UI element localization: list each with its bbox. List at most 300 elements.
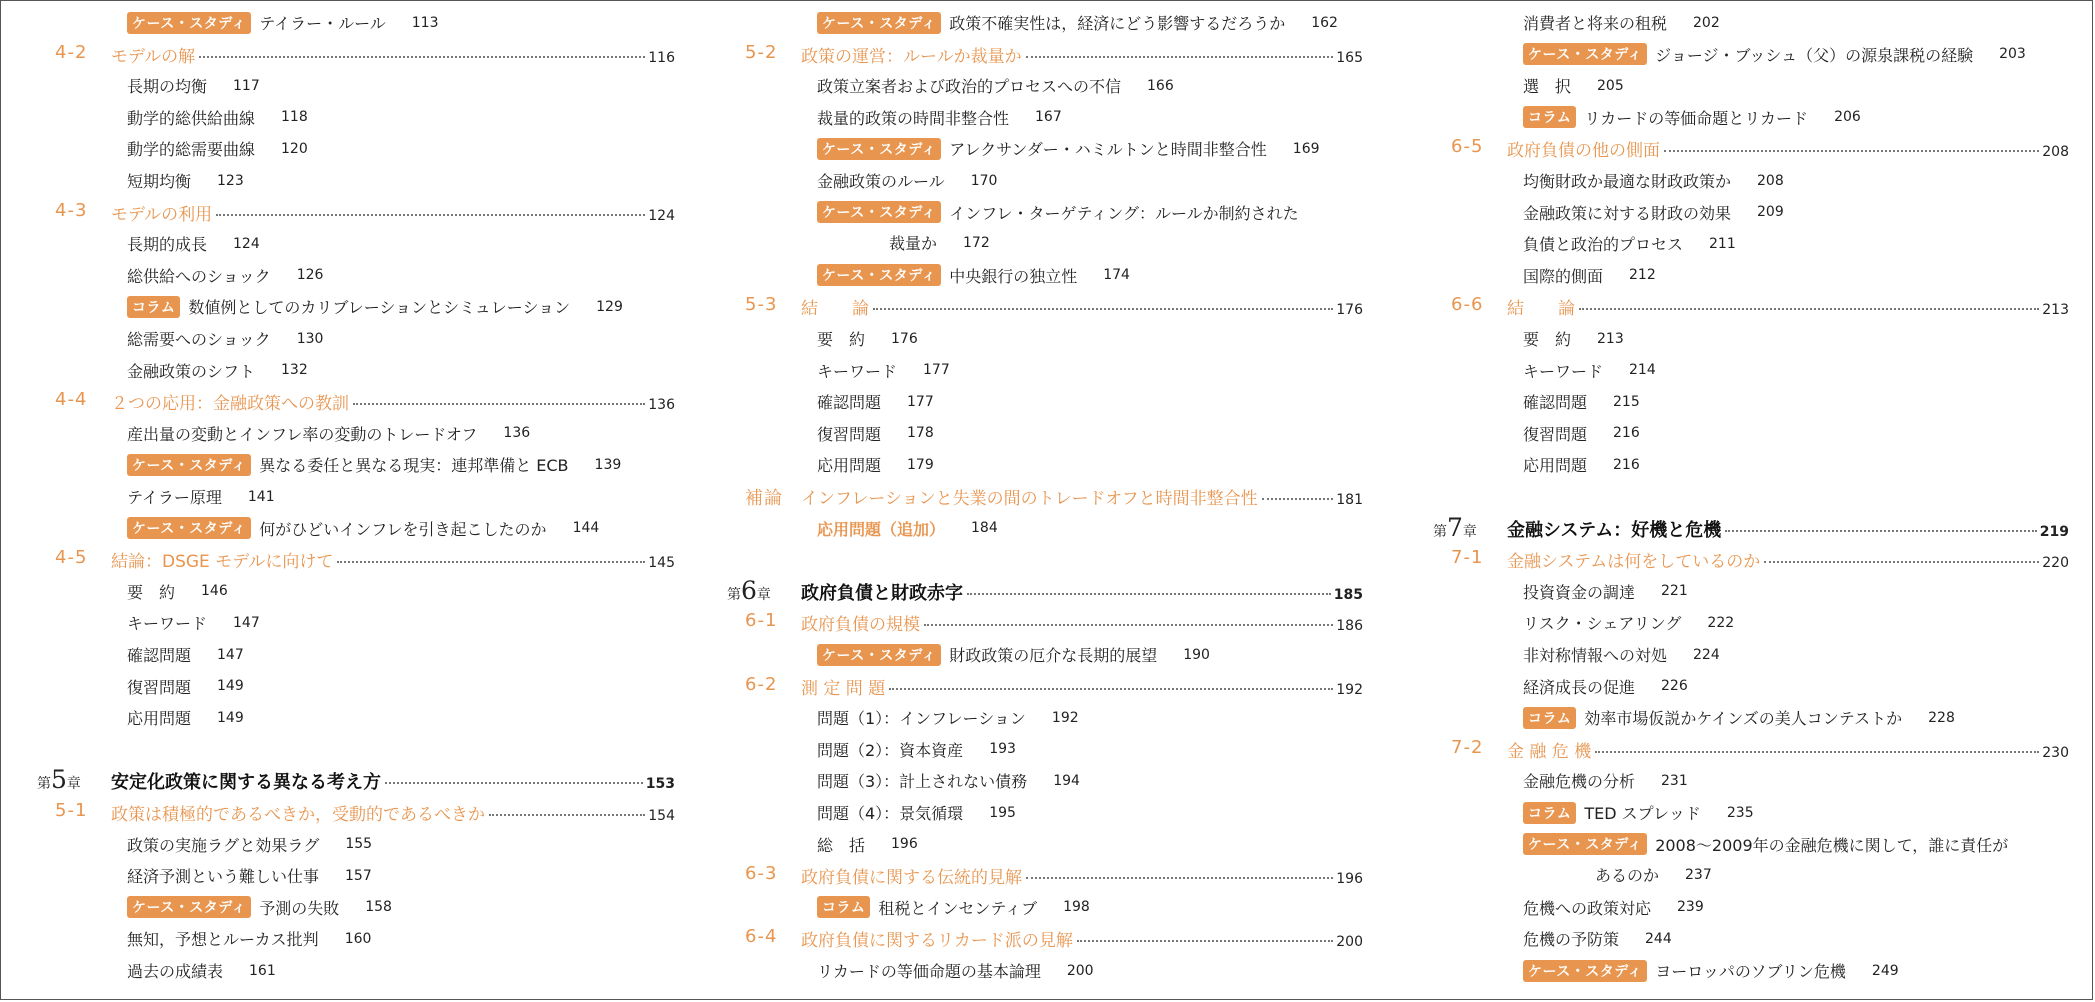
item-title: キーワード (817, 361, 898, 381)
item-title: 要 約 (127, 582, 176, 602)
page-number: 120 (281, 140, 308, 157)
page-number: 178 (907, 425, 934, 442)
chapter-title: 金融システム：好機と危機 (1507, 519, 1722, 541)
toc-section[interactable] (55, 197, 675, 227)
toc-item[interactable] (745, 765, 1363, 795)
toc-section[interactable] (745, 607, 1363, 637)
chapter-number: 6 (741, 575, 757, 605)
toc-item[interactable] (55, 70, 675, 100)
section-number: 5-3 (745, 294, 778, 316)
item-title: 何がひどいインフレを引き起こしたのか (259, 519, 547, 539)
page-number: 177 (907, 393, 934, 410)
item-title: 租税とインセンティブ (878, 898, 1038, 918)
toc-item[interactable] (745, 797, 1363, 827)
toc-item[interactable] (1451, 197, 2069, 227)
dot-leader (199, 56, 645, 58)
page-number: 205 (1597, 77, 1624, 94)
item-line (127, 169, 244, 192)
toc-section[interactable] (745, 923, 1363, 953)
toc-item[interactable] (55, 102, 675, 132)
toc-item[interactable] (745, 70, 1363, 100)
page-number: 192 (1051, 709, 1079, 726)
toc-item[interactable] (55, 576, 675, 606)
column-badge: コラム (127, 296, 180, 318)
item-title: 選 択 (1523, 77, 1572, 97)
item-title: 負債と政治的プロセス (1523, 235, 1684, 255)
item-line (1523, 422, 1640, 445)
section-title: 結論：DSGE モデルに向けて (111, 552, 334, 573)
item-line (127, 675, 244, 698)
item-title: 総供給へのショック (127, 266, 271, 286)
toc-item[interactable] (55, 418, 675, 448)
item-line (817, 327, 918, 350)
item-line (127, 327, 323, 350)
case-study-badge: ケース・スタディ (817, 264, 941, 286)
page-number: 179 (907, 456, 934, 473)
chapter-title-line (1507, 516, 2069, 542)
toc-item[interactable] (745, 102, 1363, 132)
page-number: 208 (1757, 172, 1784, 189)
toc-item[interactable] (55, 481, 675, 511)
toc-item[interactable] (55, 860, 675, 890)
toc-item[interactable] (55, 607, 675, 637)
toc-section[interactable] (55, 544, 675, 574)
toc-item[interactable] (55, 7, 675, 37)
page-number: 160 (344, 930, 372, 947)
toc-item[interactable] (1451, 797, 2069, 827)
item-title: 復習問題 (817, 424, 882, 444)
item-line (127, 359, 308, 382)
item-line (817, 769, 1080, 792)
page-number: 235 (1726, 804, 1754, 821)
section-number: 6-1 (745, 610, 778, 632)
item-line (1523, 769, 1688, 792)
page-number: 216 (1613, 456, 1640, 473)
page-number: 136 (503, 425, 531, 442)
toc-item[interactable] (1451, 923, 2069, 953)
page-number: 206 (1834, 109, 1861, 126)
toc-item[interactable] (745, 892, 1363, 922)
item-line (817, 390, 934, 413)
toc-item[interactable] (745, 449, 1363, 479)
toc-item[interactable] (1451, 765, 2069, 795)
page-number: 185 (1333, 586, 1363, 603)
dot-leader (1262, 498, 1334, 500)
section-title: 政策の運営：ルールか裁量か (801, 46, 1022, 67)
item-title: 応用問題 (127, 709, 192, 729)
page-number: 213 (1597, 330, 1624, 347)
toc-chapter[interactable] (727, 575, 1363, 606)
item-title: 均衡財政か最適な財政政策か (1523, 172, 1732, 191)
chapter-prefix: 第 (37, 776, 51, 793)
item-line (817, 359, 950, 382)
toc-item[interactable] (55, 892, 675, 922)
item-line (127, 106, 308, 129)
item-line (127, 11, 438, 34)
page-number: 157 (345, 867, 372, 884)
item-line (127, 927, 371, 950)
page-number: 155 (345, 836, 373, 853)
toc-item[interactable] (1451, 576, 2069, 606)
section-number: 7-2 (1451, 736, 1484, 758)
item-title: 総 括 (817, 835, 866, 855)
item-title: 政策不確実性は，経済にどう影響するだろうか (949, 14, 1286, 33)
item-line (127, 232, 260, 255)
case-study-badge: ケース・スタディ (127, 517, 251, 539)
column-badge: コラム (1523, 802, 1576, 824)
page-number: 219 (2039, 523, 2069, 540)
page-number: 130 (296, 330, 324, 347)
item-line (1523, 643, 1720, 666)
item-line (1523, 706, 1955, 729)
dot-leader (873, 308, 1333, 310)
toc-row (55, 734, 675, 764)
dot-leader (489, 814, 645, 816)
toc-item[interactable] (1451, 607, 2069, 637)
page-number: 244 (1645, 930, 1672, 947)
toc-item[interactable] (55, 323, 675, 353)
toc-item[interactable] (1451, 7, 2069, 37)
toc-item[interactable] (1451, 892, 2069, 922)
item-title: 動学的総供給曲線 (127, 108, 256, 128)
dot-leader (1077, 940, 1333, 942)
toc-item[interactable] (1451, 449, 2069, 479)
toc-item[interactable] (745, 133, 1363, 163)
item-title: 政策の実施ラグと効果ラグ (127, 835, 320, 855)
page-number: 186 (1336, 618, 1363, 635)
toc-item[interactable] (55, 355, 675, 385)
toc-section[interactable] (1451, 133, 2069, 163)
page-number: 194 (1053, 772, 1080, 789)
toc-chapter[interactable] (37, 765, 675, 795)
section-title-line (111, 800, 675, 825)
item-title: 総需要へのショック (127, 330, 271, 349)
section-title: モデルの解 (111, 46, 196, 67)
section-number: 6-2 (745, 673, 778, 695)
dot-leader (924, 624, 1333, 626)
toc-section[interactable] (1451, 544, 2069, 574)
section-number: 7-1 (1451, 547, 1484, 569)
toc-item[interactable] (1451, 39, 2069, 69)
item-title: 金融政策のシフト (127, 361, 256, 381)
toc-item[interactable] (1451, 418, 2069, 448)
page-number: 195 (989, 804, 1016, 821)
toc-item-continuation (1451, 860, 2069, 890)
page-number: 211 (1709, 235, 1736, 252)
page-number: 230 (2042, 744, 2069, 761)
toc-section[interactable] (745, 291, 1363, 321)
item-title: 金融危機の分析 (1523, 772, 1636, 792)
item-title: 数値例としてのカリブレーションとシミュレーション (188, 298, 571, 318)
section-title-line (801, 863, 1363, 888)
item-line (127, 517, 599, 540)
page-number: 149 (217, 709, 244, 726)
item-line (817, 643, 1210, 666)
item-title: アレクサンダー・ハミルトンと時間非整合性 (949, 140, 1267, 160)
toc-item[interactable] (745, 386, 1363, 416)
item-title: 確認問題 (127, 646, 192, 665)
toc-item[interactable] (745, 355, 1363, 385)
page-number: 237 (1685, 866, 1712, 883)
item-line (127, 611, 260, 634)
toc-item[interactable] (55, 702, 675, 732)
column-badge: コラム (1523, 707, 1576, 729)
item-title: インフレ・ターゲティング：ルールか制約された (949, 203, 1299, 223)
item-line (1523, 896, 1704, 919)
item-line (1523, 232, 1736, 255)
toc-item[interactable] (1451, 355, 2069, 385)
toc-section[interactable] (1451, 734, 2069, 764)
page-number: 149 (217, 678, 244, 695)
item-line (127, 485, 275, 508)
item-title: ジョージ・ブッシュ（父）の源泉課税の経験 (1655, 45, 1974, 65)
section-title: 政府負債の他の側面 (1507, 141, 1660, 162)
page-number: 161 (249, 962, 276, 979)
toc-item[interactable] (745, 197, 1363, 227)
page-number: 153 (645, 776, 675, 793)
chapter-label (37, 765, 81, 794)
chapter-title-line (111, 768, 675, 794)
item-line (127, 833, 372, 856)
item-line (1523, 959, 1899, 982)
section-title-line (801, 610, 1363, 635)
toc-item[interactable] (55, 449, 675, 479)
item-title: 復習問題 (127, 677, 192, 697)
chapter-suffix: 章 (756, 586, 771, 603)
item-line (817, 833, 918, 856)
section-title: 測 定 問 題 (801, 678, 886, 699)
item-title: 過去の成績表 (127, 962, 224, 981)
page-number: 249 (1871, 962, 1899, 979)
item-title: 中央銀行の独立性 (949, 266, 1078, 286)
page-number: 166 (1147, 77, 1174, 94)
toc-item[interactable] (55, 639, 675, 669)
page-number: 124 (648, 207, 675, 224)
toc-item[interactable] (745, 7, 1363, 37)
toc-item[interactable] (745, 829, 1363, 859)
chapter-label (727, 576, 771, 605)
page-number: 118 (281, 109, 308, 126)
toc-section[interactable] (55, 797, 675, 827)
page-number: 124 (233, 235, 260, 252)
dot-leader (337, 561, 645, 563)
page-number: 222 (1707, 614, 1735, 631)
section-title: ２つの応用：金融政策への教訓 (111, 394, 349, 415)
toc-item[interactable] (1451, 955, 2069, 985)
item-title: 無知，予想とルーカス批判 (127, 930, 319, 950)
continuation-line (889, 231, 990, 254)
page-number: 216 (1613, 425, 1640, 442)
item-line (127, 864, 372, 887)
page-number: 181 (1336, 492, 1363, 508)
page-number: 220 (2042, 555, 2069, 572)
item-line (817, 738, 1016, 761)
item-title: 経済成長の促進 (1523, 677, 1636, 697)
column-badge: コラム (817, 896, 870, 918)
item-title: 経済予測という難しい仕事 (127, 867, 320, 887)
item-line (127, 453, 621, 476)
section-title: 政府負債に関するリカード派の見解 (801, 931, 1073, 952)
toc-item[interactable] (745, 165, 1363, 195)
section-title-line (1507, 547, 2069, 572)
page-number: 116 (648, 49, 675, 66)
dot-leader (1725, 530, 2037, 532)
toc-item[interactable] (55, 260, 675, 290)
toc-item[interactable] (745, 418, 1363, 448)
toc-item[interactable] (1451, 829, 2069, 859)
section-number: 4-3 (55, 199, 88, 221)
section-title: 金融システムは何をしているのか (1507, 552, 1761, 573)
chapter-prefix: 第 (1433, 523, 1447, 540)
page-number: 226 (1661, 678, 1688, 695)
dot-leader (1595, 751, 2039, 753)
section-number: 補論 (745, 488, 783, 509)
item-title: 政策立案者および政治的プロセスへの不信 (817, 77, 1122, 97)
page-number: 196 (1336, 871, 1363, 888)
item-title: 危機の予防策 (1523, 930, 1620, 950)
toc-item[interactable] (55, 955, 675, 985)
case-study-badge: ケース・スタディ (127, 454, 251, 476)
section-title-line (111, 42, 675, 67)
page-number: 147 (233, 614, 260, 631)
toc-item[interactable] (745, 639, 1363, 669)
toc-item[interactable] (1451, 228, 2069, 258)
section-title-line (801, 926, 1363, 951)
toc-section[interactable] (55, 39, 675, 69)
toc-section[interactable] (745, 481, 1363, 511)
item-title: 財政政策の厄介な長期的展望 (949, 646, 1158, 665)
item-line (127, 959, 276, 982)
section-title: 結 論 (1507, 299, 1575, 320)
page-number: 203 (1999, 46, 2026, 63)
toc-item[interactable] (745, 323, 1363, 353)
item-line (817, 896, 1090, 919)
dot-leader (1664, 150, 2039, 152)
page-number: 165 (1336, 49, 1363, 66)
toc-item[interactable] (55, 513, 675, 543)
item-line (127, 422, 530, 445)
column-badge: コラム (1523, 106, 1576, 128)
toc-item[interactable] (745, 513, 1363, 543)
section-title: 政府負債に関する伝統的見解 (801, 868, 1022, 889)
item-title: キーワード (127, 614, 208, 634)
toc-chapter[interactable] (1433, 512, 2069, 543)
section-title: モデルの利用 (111, 204, 213, 225)
toc-section[interactable] (745, 671, 1363, 701)
toc-item[interactable] (745, 702, 1363, 732)
item-title: 確認問題 (817, 393, 882, 413)
dot-leader (1026, 56, 1334, 58)
item-title: 短期均衡 (127, 172, 192, 191)
item-title: キーワード (1523, 361, 1604, 381)
item-title: テイラー原理 (127, 488, 222, 507)
toc-item[interactable] (55, 829, 675, 859)
dot-leader (1579, 308, 2039, 310)
item-title: 応用問題 (1523, 456, 1588, 476)
toc-section[interactable] (55, 386, 675, 416)
item-line (127, 706, 244, 729)
case-study-badge: ケース・スタディ (817, 138, 941, 160)
page-number: 200 (1066, 962, 1094, 979)
toc-item[interactable] (55, 923, 675, 953)
toc-item[interactable] (55, 671, 675, 701)
page-number: 196 (891, 836, 918, 853)
item-title: 効率市場仮説かケインズの美人コンテストか (1584, 709, 1903, 729)
page-number: 176 (1336, 302, 1363, 319)
page-number: 202 (1693, 14, 1720, 31)
toc-item[interactable] (55, 133, 675, 163)
item-line (817, 74, 1174, 97)
toc-item[interactable] (55, 228, 675, 258)
section-title: 政策は積極的であるべきか，受動的であるべきか (111, 805, 485, 825)
page-number: 167 (1035, 109, 1062, 126)
item-line (127, 264, 323, 287)
item-title: あるのか (1595, 866, 1660, 886)
item-line (1523, 675, 1688, 698)
toc-item[interactable] (1451, 671, 2069, 701)
toc-item[interactable] (55, 165, 675, 195)
toc-item[interactable] (1451, 70, 2069, 100)
toc-item[interactable] (1451, 386, 2069, 416)
page-number: 147 (217, 646, 244, 663)
case-study-badge: ケース・スタディ (1523, 43, 1647, 65)
page-number: 198 (1063, 899, 1090, 916)
toc-section[interactable] (1451, 291, 2069, 321)
toc-item[interactable] (745, 260, 1363, 290)
toc-item[interactable] (1451, 102, 2069, 132)
item-title: 長期の均衡 (127, 77, 208, 97)
toc-item[interactable] (1451, 323, 2069, 353)
chapter-title: 政府負債と財政赤字 (801, 582, 963, 604)
chapter-title: 安定化政策に関する異なる考え方 (111, 772, 381, 794)
section-title: インフレーションと失業の間のトレードオフと時間非整合性 (801, 489, 1258, 509)
chapter-prefix: 第 (727, 586, 741, 603)
item-line (1523, 390, 1640, 413)
toc-item[interactable] (1451, 165, 2069, 195)
item-line (817, 517, 998, 540)
item-title: 産出量の変動とインフレ率の変動のトレードオフ (127, 424, 478, 444)
toc-row (1451, 481, 2069, 511)
toc-item[interactable] (1451, 702, 2069, 732)
item-line (817, 106, 1062, 129)
case-study-badge: ケース・スタディ (1523, 960, 1647, 982)
page-number: 126 (296, 267, 324, 284)
page-number: 221 (1661, 583, 1688, 600)
case-study-badge: ケース・スタディ (1523, 833, 1647, 855)
item-line (817, 706, 1079, 729)
section-number: 6-3 (745, 863, 778, 885)
toc-item[interactable] (745, 734, 1363, 764)
item-line (817, 137, 1320, 160)
toc-section[interactable] (745, 860, 1363, 890)
item-line (1523, 580, 1688, 603)
toc-section[interactable] (745, 39, 1363, 69)
item-title: 要 約 (1523, 330, 1572, 349)
toc-item[interactable] (1451, 260, 2069, 290)
toc-item[interactable] (1451, 639, 2069, 669)
item-title: 問題（3）：計上されない債務 (817, 772, 1028, 792)
toc-item[interactable] (55, 291, 675, 321)
item-title: 消費者と将来の租税 (1523, 14, 1668, 33)
section-title: 結 論 (801, 299, 869, 320)
section-number: 4-2 (55, 41, 88, 63)
item-line (1523, 43, 2026, 66)
toc-item[interactable] (745, 955, 1363, 985)
item-title: 非対称情報への対処 (1523, 646, 1668, 665)
section-number: 5-2 (745, 41, 778, 63)
dot-leader (353, 403, 645, 405)
page-number: 176 (891, 330, 918, 347)
